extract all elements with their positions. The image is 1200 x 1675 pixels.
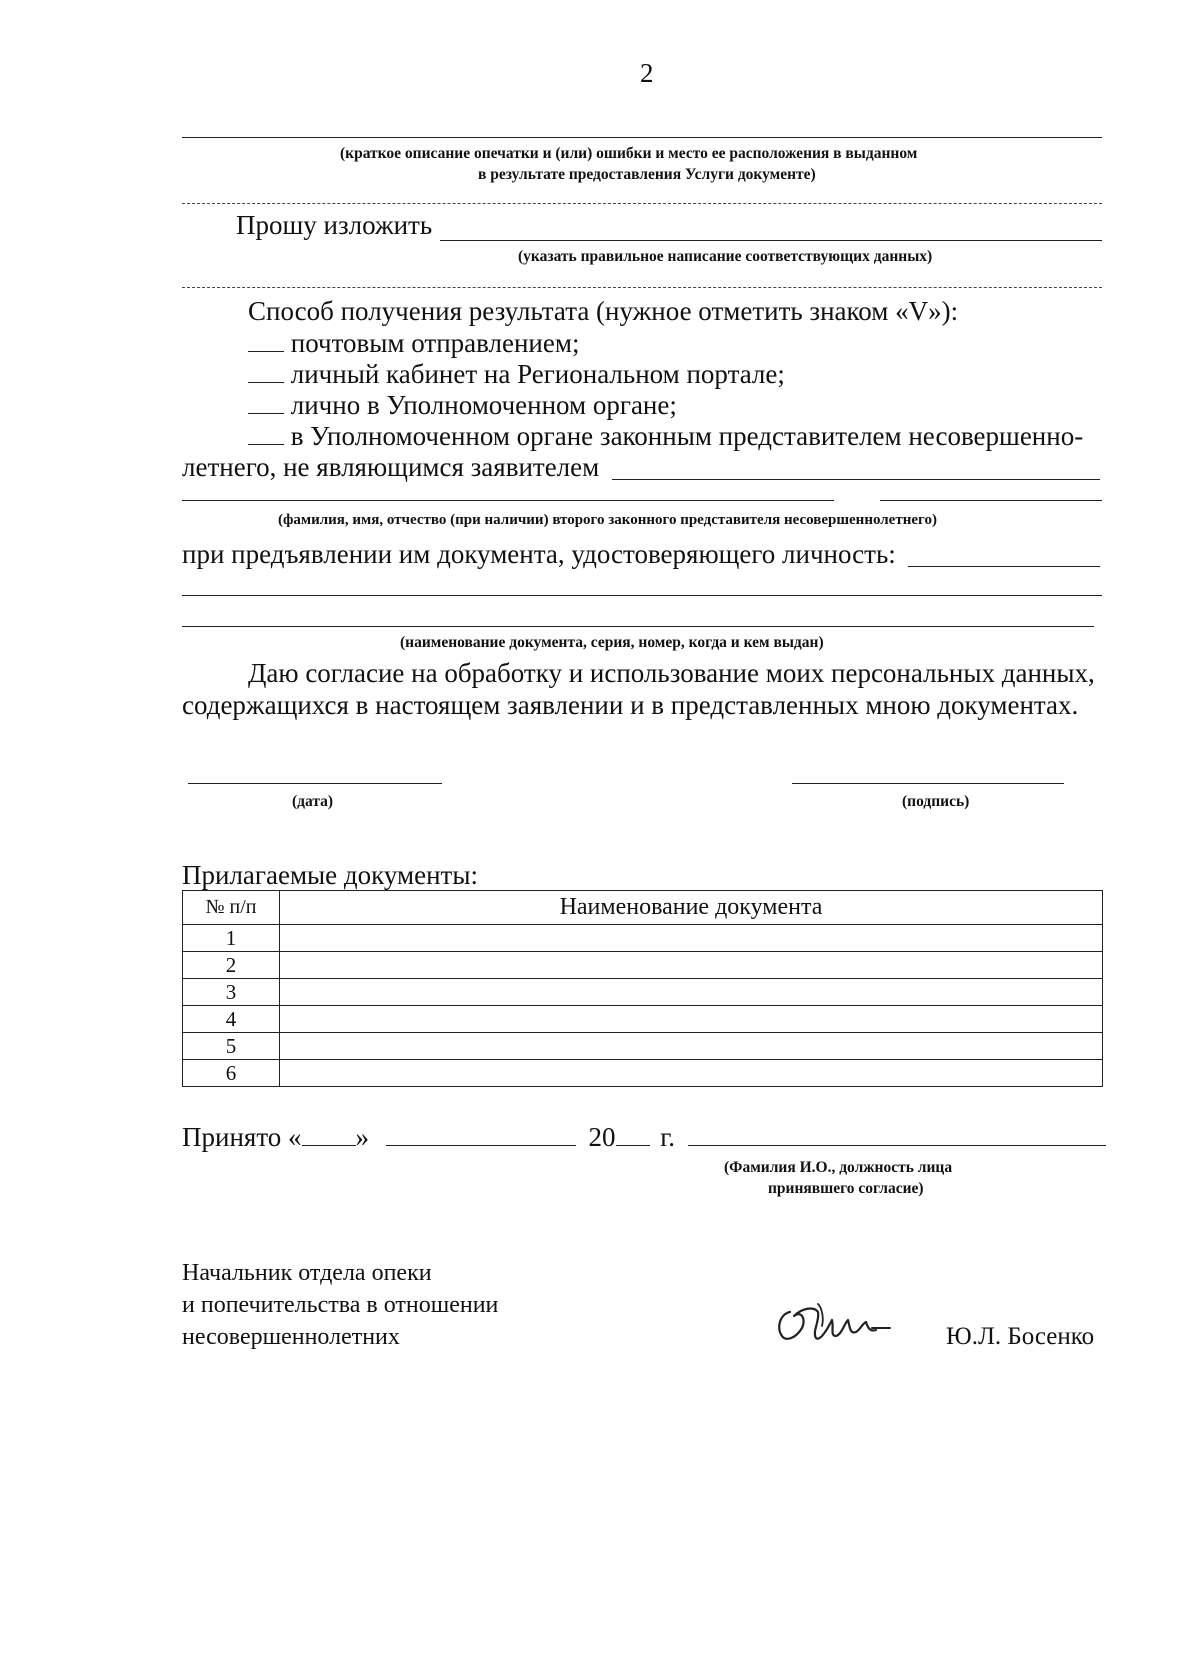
typo-description-line[interactable] [182,137,1102,138]
accepted-official-field[interactable] [688,1125,1106,1146]
accepted-label: Принято « [182,1122,302,1152]
row-document-cell[interactable] [280,979,1103,1006]
date-line[interactable] [188,783,442,784]
id-document-line-3[interactable] [182,626,1094,627]
checkbox-blank[interactable] [248,424,284,445]
accepted-row [182,1122,1106,1153]
signatory-position-line1: Начальник отдела опеки [182,1260,432,1286]
checkbox-blank[interactable] [248,331,284,352]
id-document-note: (наименование документа, серия, номер, когда и кем выдан) [400,634,824,651]
table-row [183,1033,1103,1060]
accepted-note-line1: (Фамилия И.О., должность лица [724,1159,953,1176]
row-document-cell[interactable] [280,1033,1103,1060]
delivery-representative-continued: летнего, не являющимся заявителем [182,452,600,482]
signature-line[interactable] [792,783,1064,784]
row-number: 2 [183,952,280,979]
row-document-cell[interactable] [280,925,1103,952]
correct-spelling-note: (указать правильное написание соответствующих данных) [518,248,933,265]
row-number: 4 [183,1006,280,1033]
attachments-title: Прилагаемые документы: [182,860,478,890]
request-continuation-line[interactable] [182,287,1102,288]
consent-line-1: Даю согласие на обработку и использование моих персональных данных, [248,658,1095,688]
accepted-close-quote: » [355,1122,370,1152]
consent-line-2: содержащихся в настоящем заявлении и в представленных мною документах. [182,690,1079,720]
accepted-day-field[interactable] [302,1125,356,1146]
col-number-header: № п/п [183,891,280,925]
row-document-cell[interactable] [280,952,1103,979]
delivery-option-in-person[interactable]: лично в Уполномоченном органе; [248,390,677,421]
table-row [183,979,1103,1006]
page-number: 2 [640,58,654,88]
typo-note-line2: в результате предоставления Услуги документе) [478,166,816,183]
accepted-year-prefix: 20 [588,1122,616,1152]
row-number: 1 [183,925,280,952]
delivery-option-representative[interactable]: в Уполномоченном органе законным представителем несовершенно- [248,421,1083,452]
id-document-line-2[interactable] [182,595,1102,596]
typo-note-line1: (краткое описание опечатки и (или) ошибки и место ее расположения в выданном [340,145,918,162]
signatory-position-line3: несовершеннолетних [182,1324,400,1350]
delivery-heading: Способ получения результата (нужное отметить знаком «V»): [248,296,959,326]
representative-name-line[interactable] [612,479,1100,480]
row-document-cell[interactable] [280,1006,1103,1033]
table-row [183,925,1103,952]
table-row [183,1006,1103,1033]
delivery-option-mail[interactable]: почтовым отправлением; [248,328,579,359]
signatory-position-line2: и попечительства в отношении [182,1292,499,1318]
accepted-year-suffix: г. [660,1122,676,1152]
typo-continuation-line[interactable] [182,203,1102,204]
request-input-line[interactable] [440,240,1102,241]
row-number: 3 [183,979,280,1006]
delivery-option-portal[interactable]: личный кабинет на Региональном портале; [248,359,785,390]
representative-name-line-2a[interactable] [182,500,834,501]
representative-name-line-2b[interactable] [880,500,1102,501]
row-number: 6 [183,1060,280,1087]
checkbox-blank[interactable] [248,362,284,383]
table-row [183,1060,1103,1087]
id-document-label: при предъявлении им документа, удостоверяющего личность: [182,539,896,569]
row-number: 5 [183,1033,280,1060]
signatory-name: Ю.Л. Босенко [946,1323,1095,1350]
row-document-cell[interactable] [280,1060,1103,1087]
signature-caption: (подпись) [902,793,970,810]
request-label: Прошу изложить [236,210,433,240]
accepted-year-field[interactable] [616,1125,650,1146]
checkbox-blank[interactable] [248,393,284,414]
attachments-table [182,890,1103,1087]
id-document-line-1[interactable] [908,566,1100,567]
accepted-month-field[interactable] [386,1125,576,1146]
second-representative-note: (фамилия, имя, отчество (при наличии) второго законного представителя несовершеннолетнего) [278,512,937,528]
date-caption: (дата) [292,793,334,810]
col-name-header: Наименование документа [280,891,1103,925]
table-header-row [183,891,1103,925]
table-row [183,952,1103,979]
accepted-note-line2: принявшего согласие) [768,1180,924,1197]
handwritten-signature-icon [772,1298,892,1356]
